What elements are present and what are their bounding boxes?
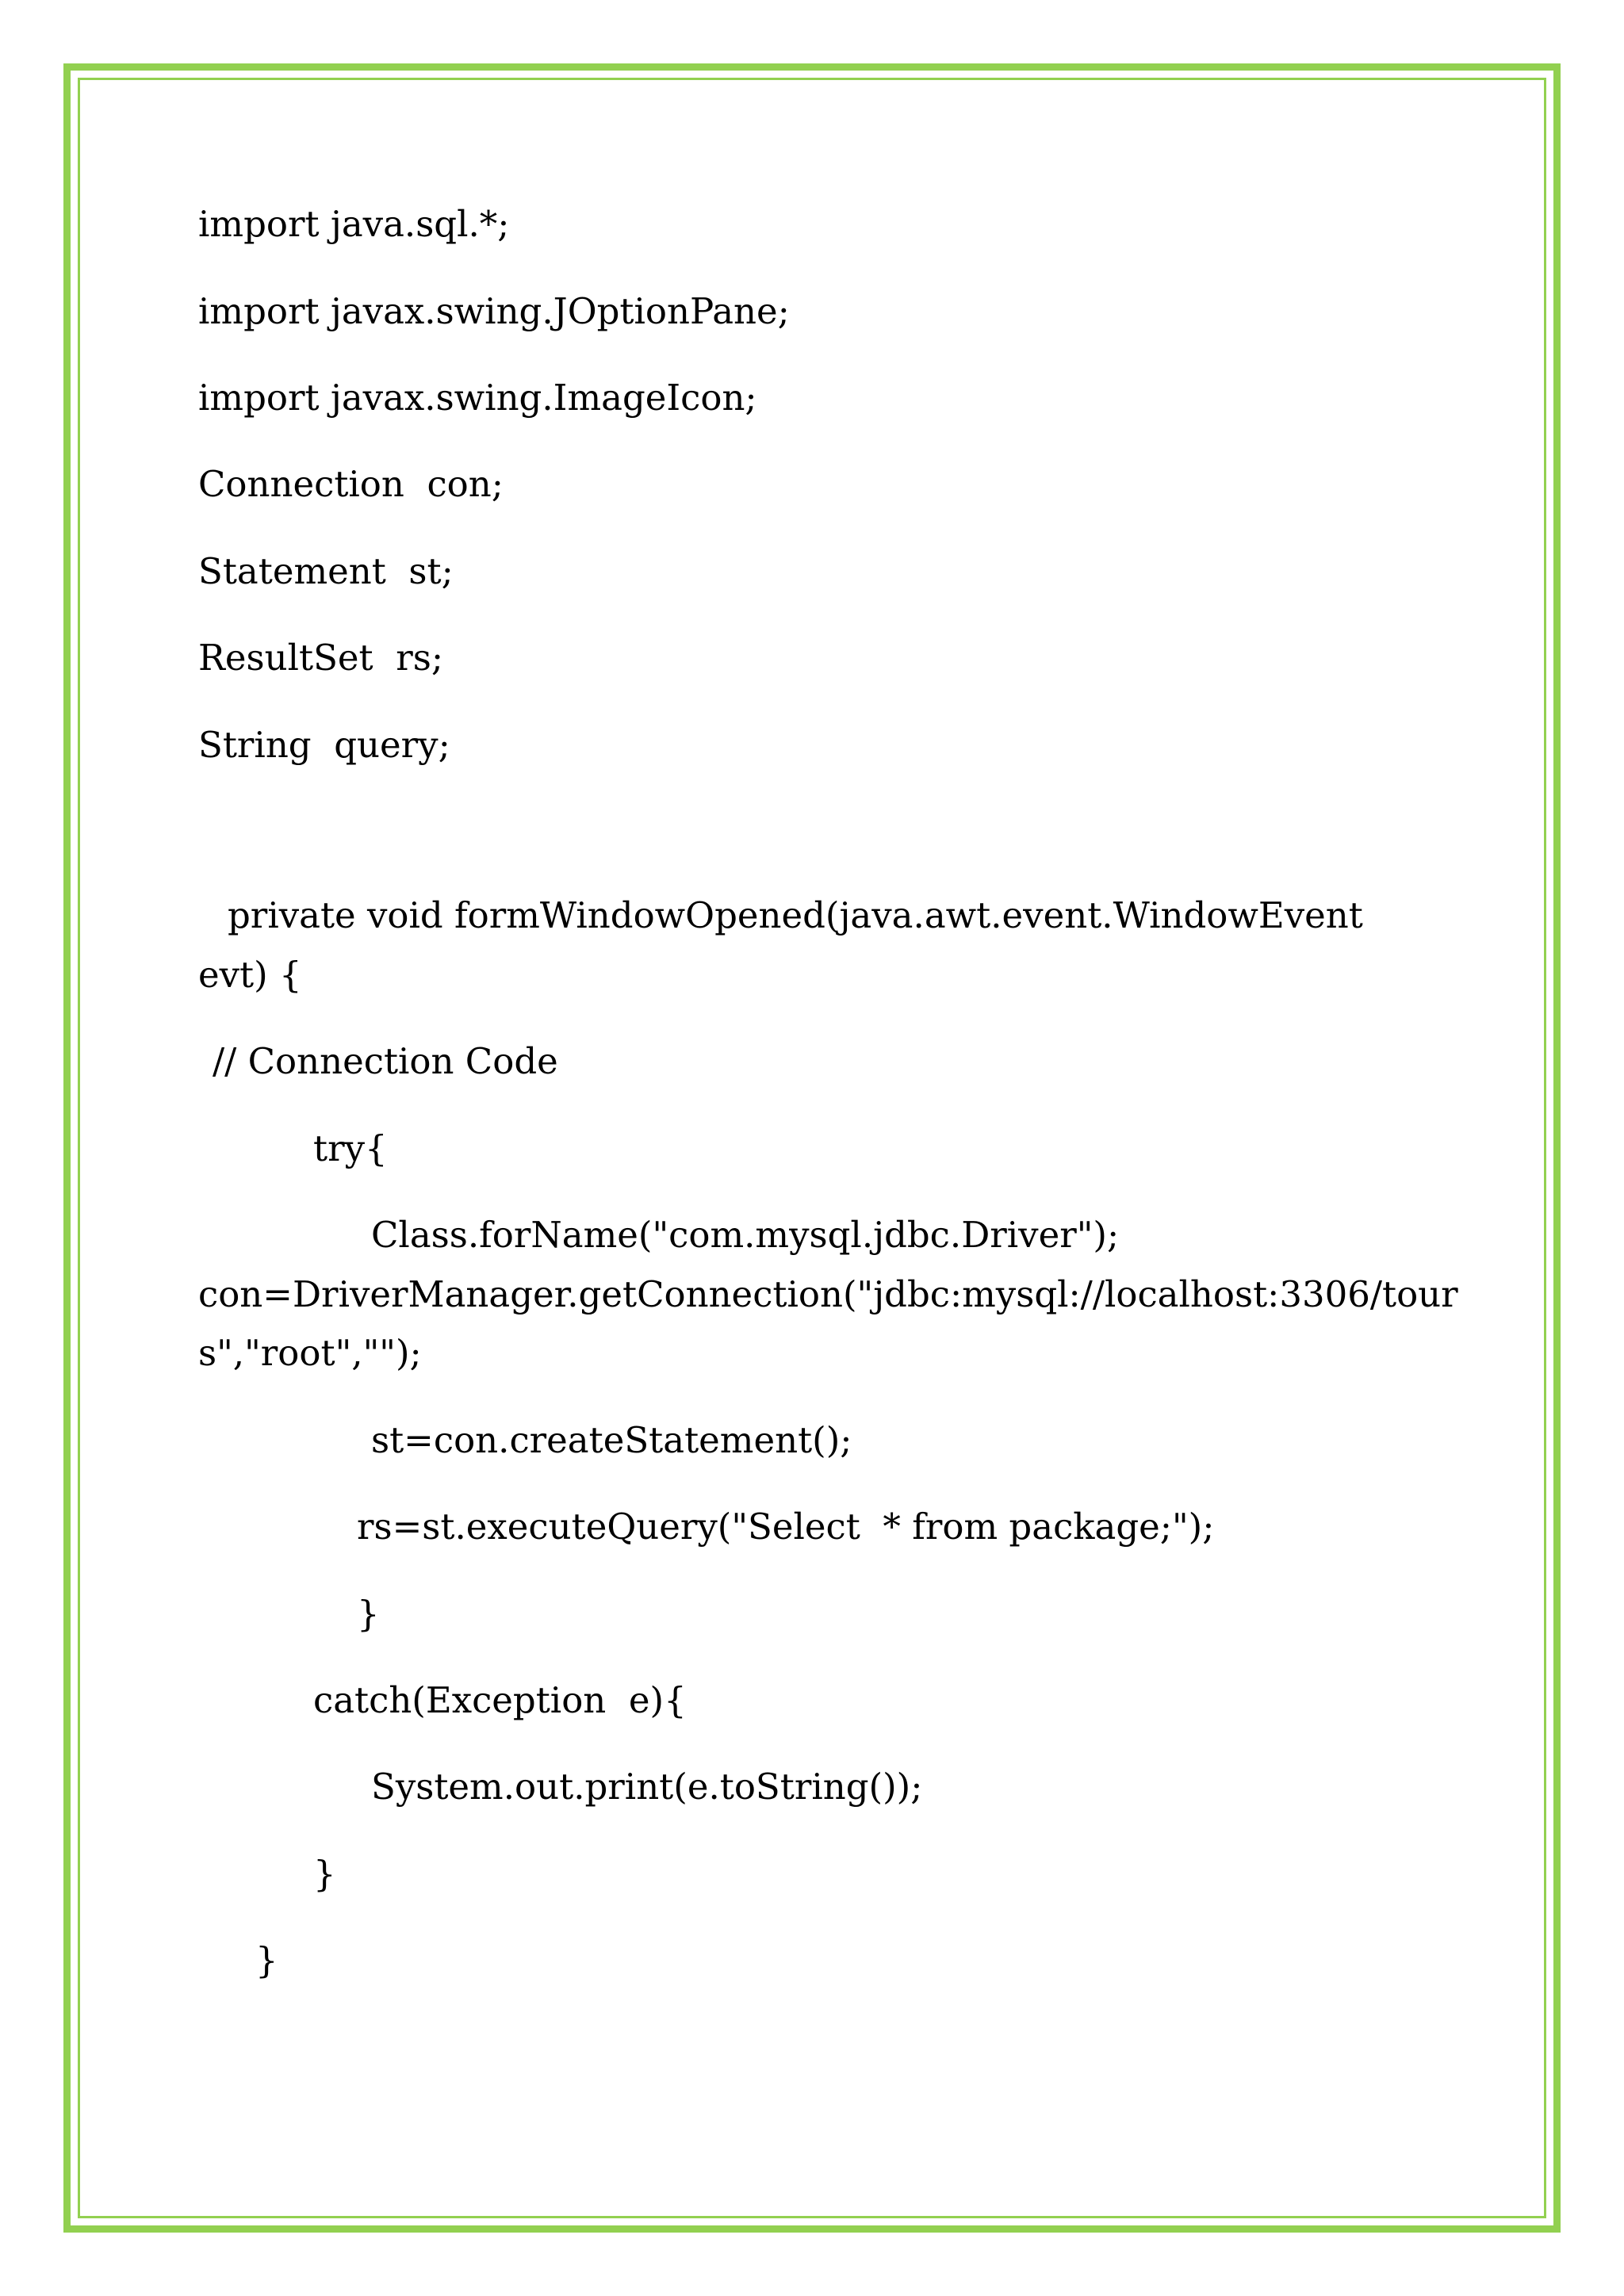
code-line-19: System.out.print(e.toString());: [371, 1766, 923, 1808]
code-line-11: try{: [313, 1127, 388, 1169]
code-line-20: }: [313, 1853, 336, 1895]
code-line-4: Connection con;: [198, 463, 504, 505]
code-line-12: Class.forName("com.mysql.jdbc.Driver");: [371, 1214, 1120, 1256]
code-line-2: import javax.swing.JOptionPane;: [198, 290, 790, 332]
code-line-14: s","root","");: [198, 1332, 422, 1374]
code-line-9: evt) {: [198, 954, 302, 996]
code-line-13: con=DriverManager.getConnection("jdbc:mysql://localhost:3306/tour: [198, 1273, 1458, 1315]
code-line-8: private void formWindowOpened(java.awt.event.WindowEvent: [228, 894, 1363, 936]
code-line-15: st=con.createStatement();: [371, 1419, 852, 1461]
code-line-6: ResultSet rs;: [198, 637, 443, 679]
code-line-3: import javax.swing.ImageIcon;: [198, 377, 757, 419]
code-line-7: String query;: [198, 724, 450, 766]
code-line-18: catch(Exception e){: [313, 1679, 687, 1721]
code-line-10: // Connection Code: [213, 1040, 558, 1082]
code-line-21: }: [255, 1939, 278, 1981]
code-line-17: }: [357, 1593, 380, 1635]
code-line-16: rs=st.executeQuery("Select * from package;");: [357, 1506, 1215, 1548]
code-line-1: import java.sql.*;: [198, 203, 510, 245]
code-line-5: Statement st;: [198, 550, 454, 592]
